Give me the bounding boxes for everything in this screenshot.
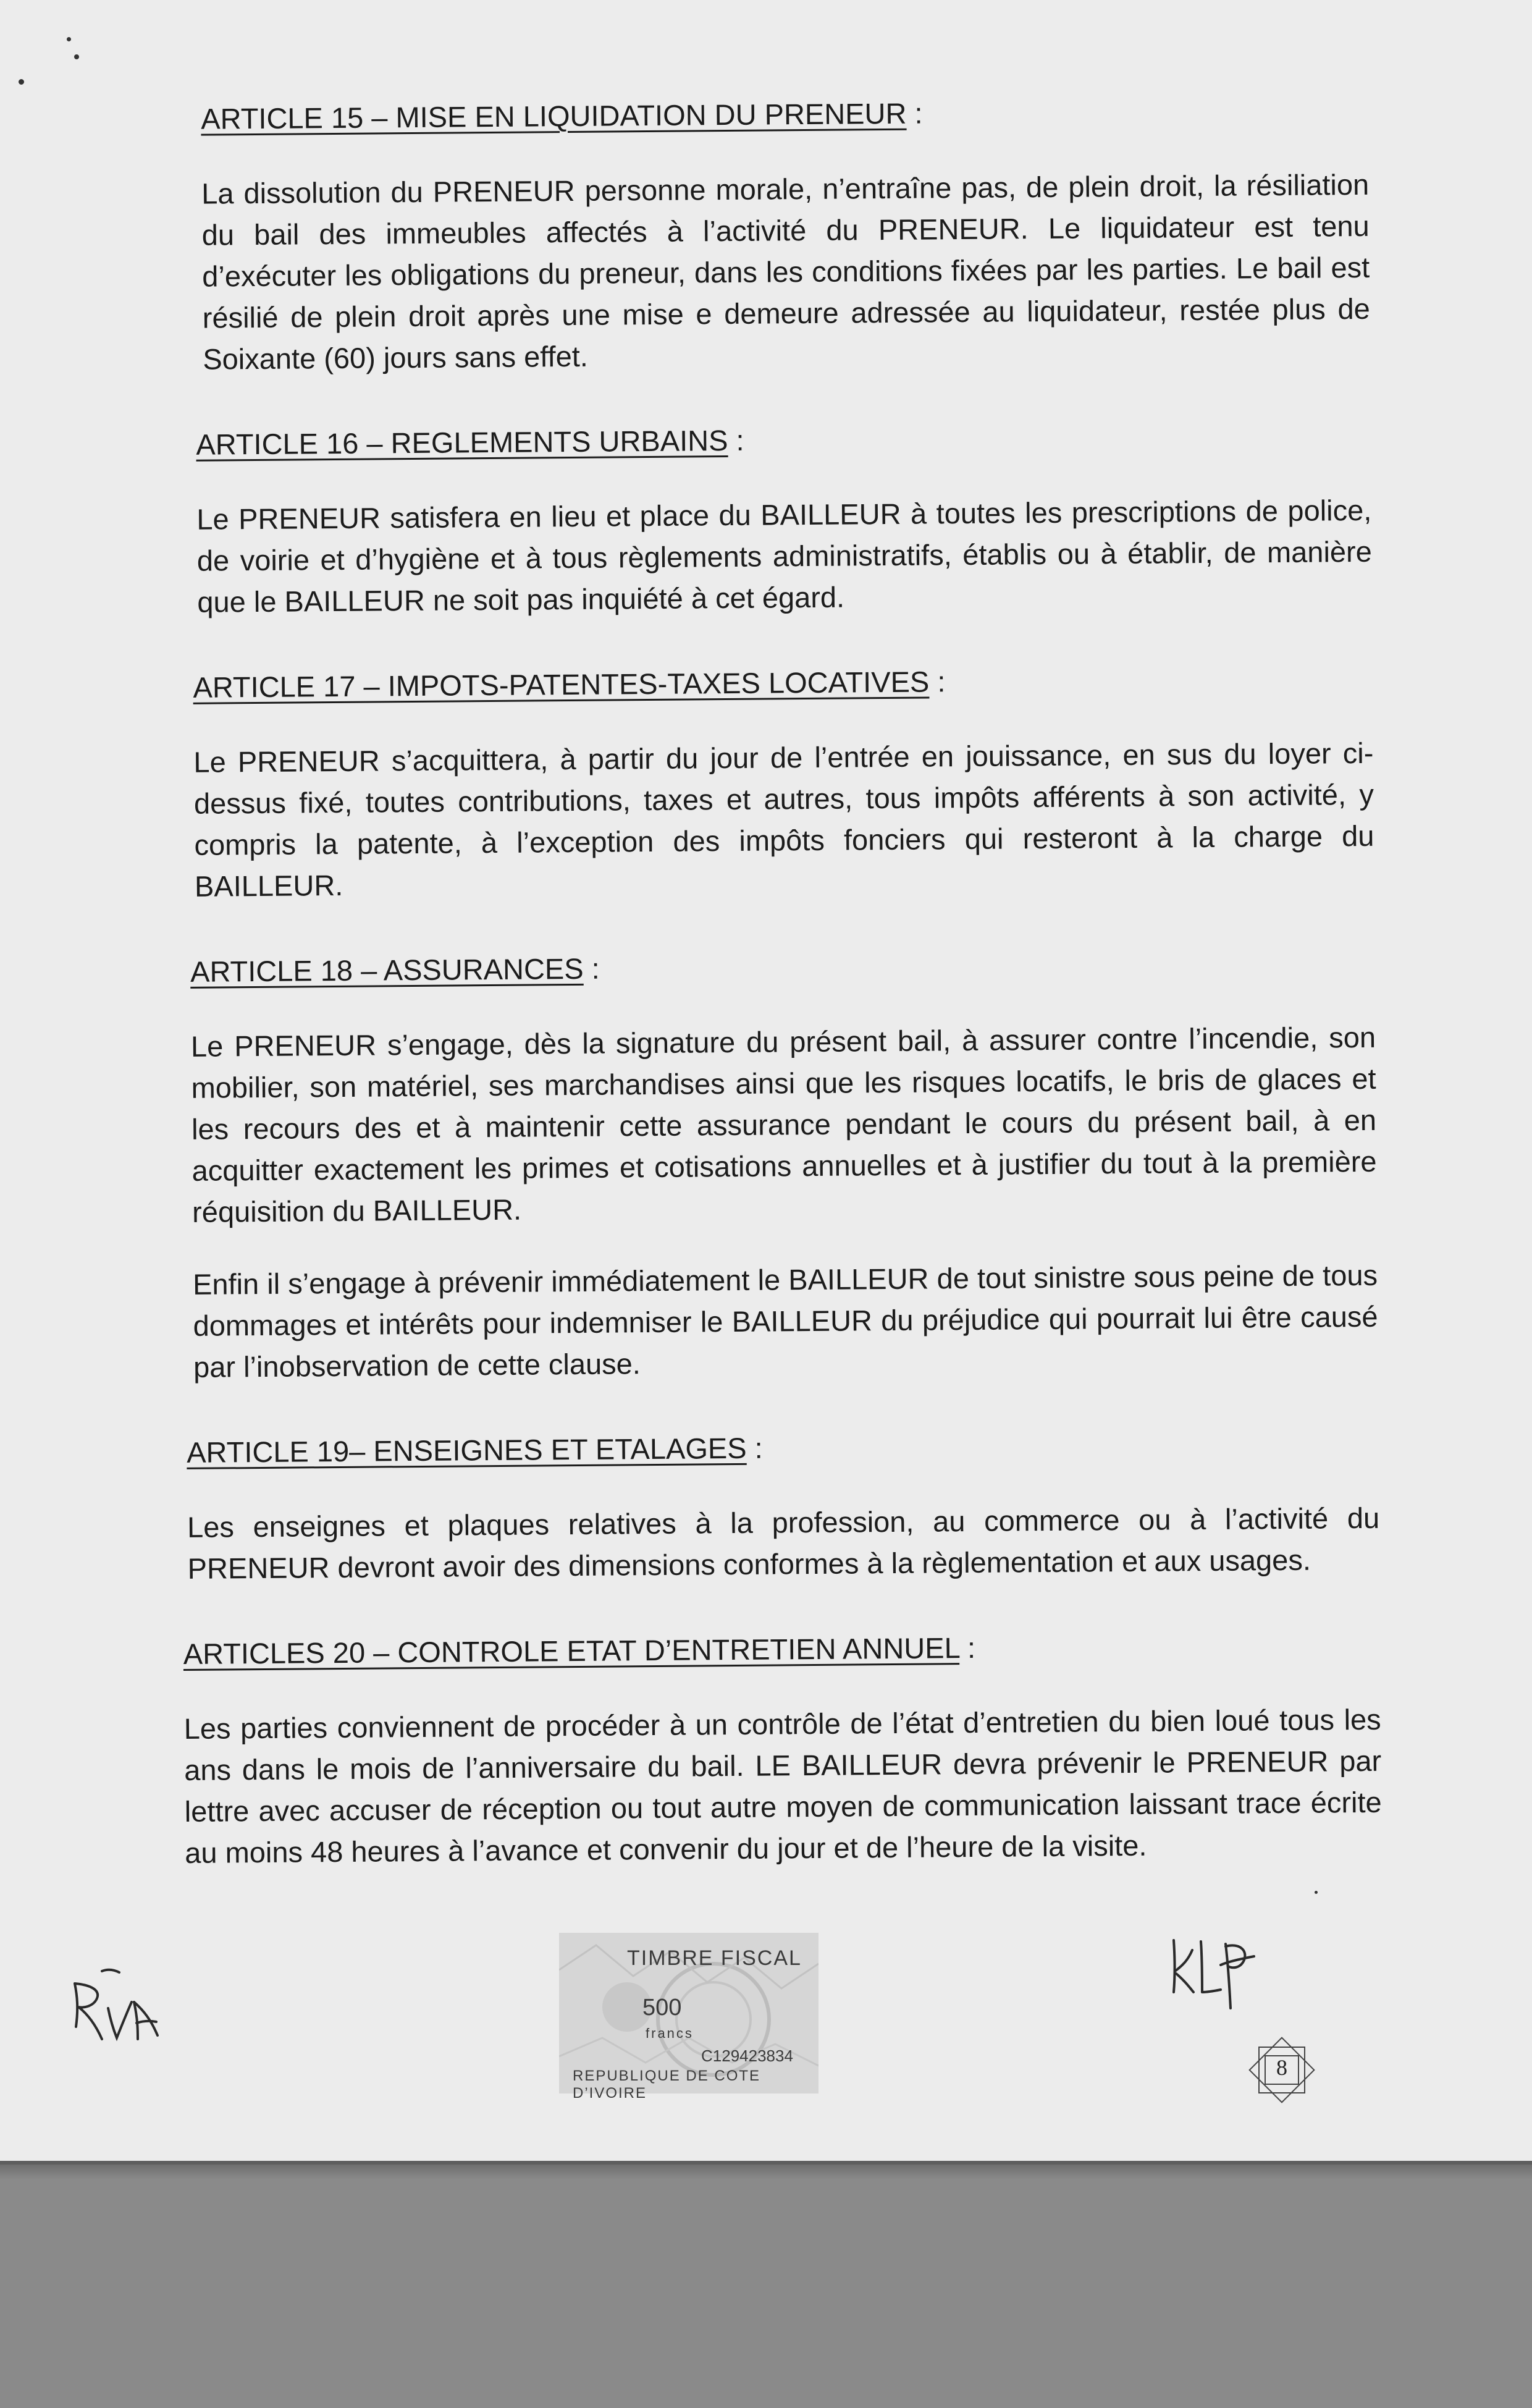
article-paragraph: Le PRENEUR satisfera en lieu et place du BAILLEUR à toutes les prescriptions de police, de voirie et d’hygiène et à tous règlements administratifs, établis ou à établir, de manière que le BAILLEUR ne soit pas inquiété à cet égard. — [196, 493, 1373, 619]
article-16 — [179, 415, 1372, 623]
stamp-title: TIMBRE FISCAL — [627, 1946, 802, 1970]
article-heading — [196, 415, 1371, 465]
heading-colon: : — [736, 423, 744, 457]
heading-colon: : — [914, 96, 923, 130]
scanner-bed-edge — [0, 2165, 1532, 2179]
heading-colon: : — [754, 1431, 763, 1464]
scan-speck — [67, 37, 71, 41]
article-title: ARTICLES 20 – CONTROLE ETAT D’ENTRETIEN ANNUEL — [183, 1631, 960, 1670]
article-title: ARTICLE 15 – MISE EN LIQUIDATION DU PRENEUR — [201, 96, 907, 135]
stamp-value: 500 — [642, 1995, 682, 2021]
article-heading — [201, 90, 1368, 140]
article-title: ARTICLE 17 – IMPOTS-PATENTES-TAXES LOCATIVES — [193, 665, 930, 704]
article-heading — [187, 1423, 1379, 1473]
article-heading — [193, 658, 1373, 708]
article-title: ARTICLE 19– ENSEIGNES ET ETALAGES — [186, 1431, 747, 1469]
article-heading — [183, 1624, 1381, 1675]
scan-speck — [74, 54, 79, 59]
stamp-unit: francs — [646, 2026, 694, 2041]
heading-colon: : — [937, 665, 946, 698]
scan-speck — [19, 79, 24, 85]
article-15 — [176, 90, 1371, 380]
article-19 — [187, 1423, 1380, 1589]
contract-text — [176, 90, 1383, 1918]
page-number: 8 — [1276, 2055, 1287, 2080]
article-heading — [190, 942, 1375, 992]
heading-colon: : — [591, 952, 600, 985]
stamp-country: REPUBLIQUE DE COTE D’IVOIRE — [573, 2068, 761, 2102]
article-paragraph: Enfin il s’engage à prévenir immédiatement le BAILLEUR de tout sinistre sous peine de tous dommages et intérêts pour indemniser le BAILLEUR du préjudice qui pourrait lui être causé par l’inobservation de cette clause. — [192, 1258, 1378, 1384]
article-title: ARTICLE 18 – ASSURANCES — [190, 952, 584, 988]
heading-colon: : — [967, 1631, 976, 1665]
stamp-serial: C129423834 — [701, 2047, 793, 2065]
article-17 — [180, 658, 1374, 907]
fiscal-stamp — [559, 1933, 819, 2102]
article-20 — [183, 1624, 1383, 1874]
page-number-badge — [1248, 2036, 1316, 2104]
article-paragraph: La dissolution du PRENEUR personne morale, n’entraîne pas, de plein droit, la résiliation du bail des immeubles affectés à l’activité du PRENEUR. Le liquidateur est tenu d’exécuter les obligations du preneur, dans les conditions fixées par les parties. Le bail est résilié de plein droit après une mise e demeure adressée au liquidateur, restée plus de Soixante (60) jours sans effet. — [201, 167, 1370, 376]
article-paragraph: Les enseignes et plaques relatives à la profession, au commerce ou à l’activité du PRENEUR devront avoir des dimensions conformes à la règlementation et aux usages. — [187, 1501, 1380, 1585]
article-paragraph: Le PRENEUR s’engage, dès la signature du présent bail, à assurer contre l’incendie, son mobilier, son matériel, ses marchandises ainsi que les risques locatifs, le bris de glaces et les recours des et à maintenir cette assurance pendant le cours du présent bail, à en acquitter exactement les primes et cotisations annuelles et à justifier du tout à la première réquisition du BAILLEUR. — [190, 1020, 1377, 1228]
article-18 — [183, 942, 1378, 1388]
article-paragraph: Les parties conviennent de procéder à un contrôle de l’état d’entretien du bien loué tous les ans dans le mois de l’anniversaire du bail. LE BAILLEUR devra prévenir le PRENEUR par lettre avec accuser de réception ou tout autre moyen de communication laissant trace écrite au moins 48 heures à l’avance et convenir du jour et de l’heure de la visite. — [183, 1702, 1382, 1869]
article-title: ARTICLE 16 – REGLEMENTS URBAINS — [196, 424, 728, 461]
article-paragraph: Le PRENEUR s’acquittera, à partir du jour de l’entrée en jouissance, en sus du loyer ci-dessus fixé, toutes contributions, taxes et autres, tous impôts afférents à son activité, y compris la patente, à l’exception des impôts fonciers qui resteront à la charge du BAILLEUR. — [193, 736, 1374, 903]
right-initials-signature — [1161, 1928, 1285, 2014]
left-initials-signature — [65, 1959, 188, 2070]
